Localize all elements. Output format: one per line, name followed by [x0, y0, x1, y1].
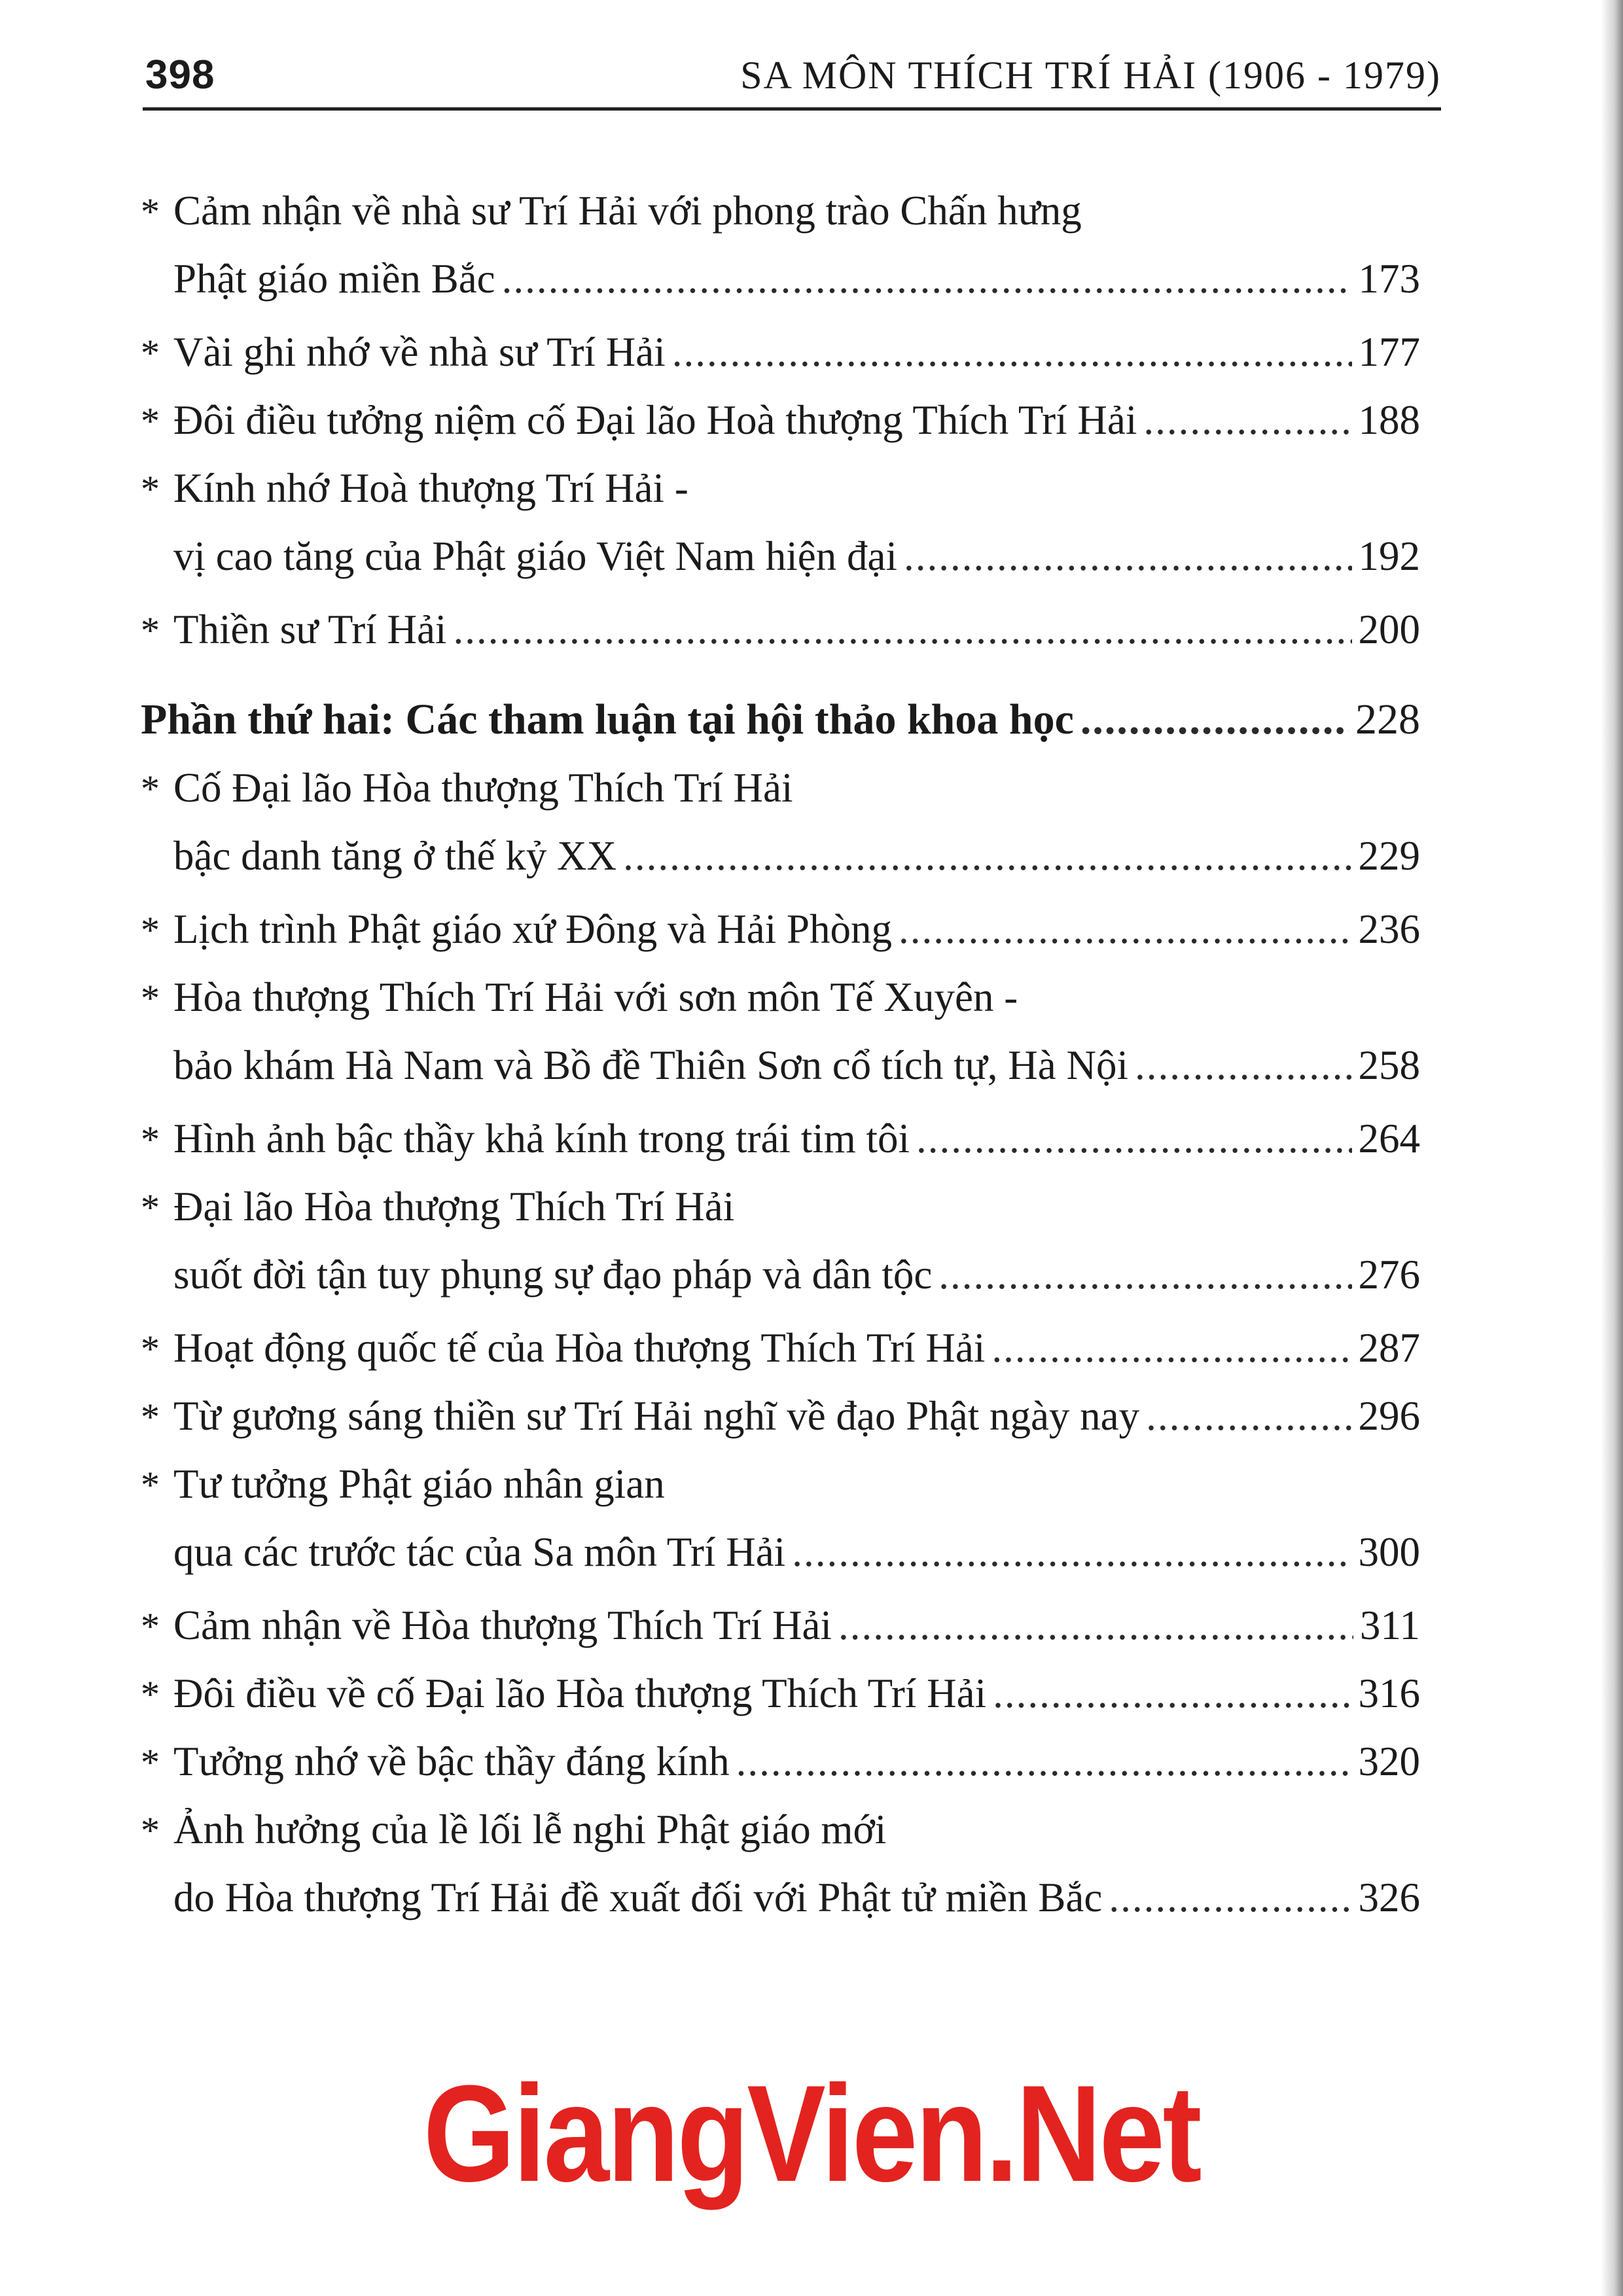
toc-entry	[141, 386, 1420, 454]
toc-entry-line	[141, 1173, 1420, 1241]
dot-leader	[899, 895, 1351, 963]
dot-leader	[916, 1104, 1351, 1173]
toc-entry-title: Từ gương sáng thiền sư Trí Hải nghĩ về đạo Phật ngày nay	[173, 1393, 1140, 1439]
bullet-marker: *	[141, 1464, 160, 1506]
toc-entry-title: suốt đời tận tuy phụng sự đạo pháp và dân tộc	[173, 1252, 933, 1298]
toc-entry-line	[141, 1241, 1420, 1309]
bullet-marker: *	[141, 400, 160, 442]
dot-leader	[502, 245, 1352, 313]
toc-entry-line	[141, 245, 1420, 313]
toc-entry-title: do Hòa thượng Trí Hải đề xuất đối với Phật tử miền Bắc	[173, 1875, 1103, 1920]
toc-entry-title: Đôi điều về cố Đại lão Hòa thượng Thích Trí Hải	[173, 1670, 987, 1716]
toc-entry	[141, 595, 1420, 663]
toc-entry-line	[141, 1727, 1420, 1795]
toc-entry-line	[141, 895, 1420, 963]
page-edge-shadow	[1601, 0, 1623, 2296]
toc-entry	[141, 1591, 1420, 1659]
toc-page-number: 296	[1358, 1393, 1420, 1439]
toc-entry	[141, 1795, 1420, 1932]
toc-entry-line	[141, 754, 1420, 822]
dot-leader	[1135, 1031, 1352, 1099]
toc-entry-title: bảo khám Hà Nam và Bồ đề Thiên Sơn cổ tích tự, Hà Nội	[173, 1042, 1128, 1088]
bullet-marker: *	[141, 332, 160, 374]
section-title: Phần thứ hai: Các tham luận tại hội thảo khoa học	[141, 696, 1074, 743]
toc-entry-line	[141, 386, 1420, 454]
toc-entry-title: Đại lão Hòa thượng Thích Trí Hải	[173, 1184, 735, 1229]
toc-entry	[141, 1382, 1420, 1450]
watermark: GiangVien.Net	[423, 2057, 1200, 2210]
toc-page-number: 173	[1358, 256, 1420, 302]
toc-entry-line	[141, 1863, 1420, 1932]
dot-leader	[623, 822, 1351, 890]
toc-entry-title: Kính nhớ Hoà thượng Trí Hải -	[173, 465, 688, 511]
header-rule	[143, 107, 1441, 111]
toc-entry	[141, 895, 1420, 963]
toc-entry-title: Hoạt động quốc tế của Hòa thượng Thích Trí Hải	[173, 1325, 986, 1371]
toc-entry-title: Cố Đại lão Hòa thượng Thích Trí Hải	[173, 765, 793, 811]
bullet-marker: *	[141, 468, 160, 510]
table-of-contents	[141, 177, 1420, 1937]
toc-page-number: 177	[1358, 329, 1420, 375]
toc-entry-title: Tư tưởng Phật giáo nhân gian	[173, 1461, 665, 1507]
toc-page-number: 236	[1358, 906, 1420, 952]
dot-leader	[938, 1241, 1351, 1309]
toc-entry-line	[141, 1795, 1420, 1863]
toc-entry-line	[141, 1659, 1420, 1727]
toc-entry	[141, 177, 1420, 313]
toc-entry-line	[141, 963, 1420, 1031]
bullet-marker: *	[141, 1396, 160, 1438]
toc-entry-title: Lịch trình Phật giáo xứ Đông và Hải Phòng	[173, 906, 893, 952]
dot-leader	[1146, 1382, 1351, 1450]
toc-entry-title: Hình ảnh bậc thầy khả kính trong trái tim tôi	[173, 1116, 910, 1161]
bullet-marker: *	[141, 1605, 160, 1648]
page-number: 398	[145, 52, 215, 97]
bullet-marker: *	[141, 909, 160, 951]
bullet-marker: *	[141, 1673, 160, 1716]
toc-entry-line	[141, 1591, 1420, 1659]
page-header	[145, 46, 1441, 105]
toc-page-number: 264	[1358, 1116, 1420, 1161]
toc-entry-line	[141, 1450, 1420, 1518]
dot-leader	[736, 1727, 1352, 1795]
toc-entry	[141, 754, 1420, 890]
bullet-marker: *	[141, 977, 160, 1019]
toc-entry	[141, 1173, 1420, 1309]
bullet-marker: *	[141, 1741, 160, 1784]
dot-leader	[904, 522, 1352, 590]
toc-entry	[141, 454, 1420, 590]
toc-entry-title: Thiền sư Trí Hải	[173, 607, 447, 652]
bullet-marker: *	[141, 1809, 160, 1852]
toc-entry-line	[141, 1382, 1420, 1450]
bullet-marker: *	[141, 768, 160, 810]
toc-page-number: 188	[1358, 397, 1420, 443]
toc-entry-line	[141, 318, 1420, 386]
toc-entry-line	[141, 595, 1420, 663]
toc-entry-title: Tưởng nhớ về bậc thầy đáng kính	[173, 1739, 730, 1784]
bullet-marker: *	[141, 609, 160, 652]
dot-leader	[993, 1659, 1351, 1727]
toc-entry	[141, 1104, 1420, 1173]
toc-page-number: 316	[1358, 1670, 1420, 1716]
toc-entry-line	[141, 1314, 1420, 1382]
dot-leader	[991, 1314, 1351, 1382]
section-heading-line	[141, 686, 1420, 754]
toc-entry-title: Hòa thượng Thích Trí Hải với sơn môn Tế Xuyên -	[173, 974, 1018, 1020]
toc-entry-title: Ảnh hưởng của lề lối lễ nghi Phật giáo mới	[173, 1807, 887, 1852]
toc-entry-line	[141, 1518, 1420, 1586]
toc-entry-title: Cảm nhận về Hòa thượng Thích Trí Hải	[173, 1602, 832, 1648]
toc-entry-title: qua các trước tác của Sa môn Trí Hải	[173, 1529, 786, 1575]
toc-entry-title: Vài ghi nhớ về nhà sư Trí Hải	[173, 329, 666, 375]
toc-entry-line	[141, 1104, 1420, 1173]
toc-page-number: 276	[1358, 1252, 1420, 1298]
toc-page-number: 311	[1359, 1602, 1420, 1648]
dot-leader	[672, 318, 1352, 386]
running-title: SA MÔN THÍCH TRÍ HẢI (1906 - 1979)	[740, 54, 1441, 97]
dot-leader	[1080, 686, 1349, 754]
toc-page-number: 192	[1358, 533, 1420, 579]
dot-leader	[1109, 1863, 1351, 1932]
toc-entry-line	[141, 177, 1420, 245]
toc-entry-title: Phật giáo miền Bắc	[173, 256, 495, 302]
toc-page-number: 320	[1358, 1739, 1420, 1784]
toc-entry-line	[141, 522, 1420, 590]
toc-entry	[141, 1727, 1420, 1795]
toc-page-number: 228	[1355, 696, 1420, 743]
toc-entry-title: Đôi điều tưởng niệm cố Đại lão Hoà thượng Thích Trí Hải	[173, 397, 1137, 443]
toc-entry-line	[141, 1031, 1420, 1099]
dot-leader	[453, 595, 1351, 663]
dot-leader	[792, 1518, 1351, 1586]
toc-entry-title: Cảm nhận về nhà sư Trí Hải với phong trào Chấn hưng	[173, 188, 1082, 234]
toc-entry-line	[141, 454, 1420, 522]
bullet-marker: *	[141, 1328, 160, 1370]
section-heading	[141, 686, 1420, 754]
toc-entry	[141, 1450, 1420, 1586]
toc-page-number: 326	[1358, 1875, 1420, 1920]
dot-leader	[1143, 386, 1351, 454]
toc-entry-title: bậc danh tăng ở thế kỷ XX	[173, 833, 617, 879]
toc-entry	[141, 963, 1420, 1099]
bullet-marker: *	[141, 1186, 160, 1229]
toc-page-number: 300	[1358, 1529, 1420, 1575]
bullet-marker: *	[141, 190, 160, 233]
toc-page-number: 200	[1358, 607, 1420, 652]
toc-page-number: 229	[1358, 833, 1420, 879]
toc-page-number: 287	[1358, 1325, 1420, 1371]
bullet-marker: *	[141, 1118, 160, 1161]
toc-entry-title: vị cao tăng của Phật giáo Việt Nam hiện đại	[173, 533, 897, 579]
toc-entry-line	[141, 822, 1420, 890]
toc-page-number: 258	[1358, 1042, 1420, 1088]
section-spacer	[141, 663, 1420, 686]
dot-leader	[838, 1591, 1353, 1659]
toc-entry	[141, 318, 1420, 386]
toc-entry	[141, 1659, 1420, 1727]
toc-entry	[141, 1314, 1420, 1382]
